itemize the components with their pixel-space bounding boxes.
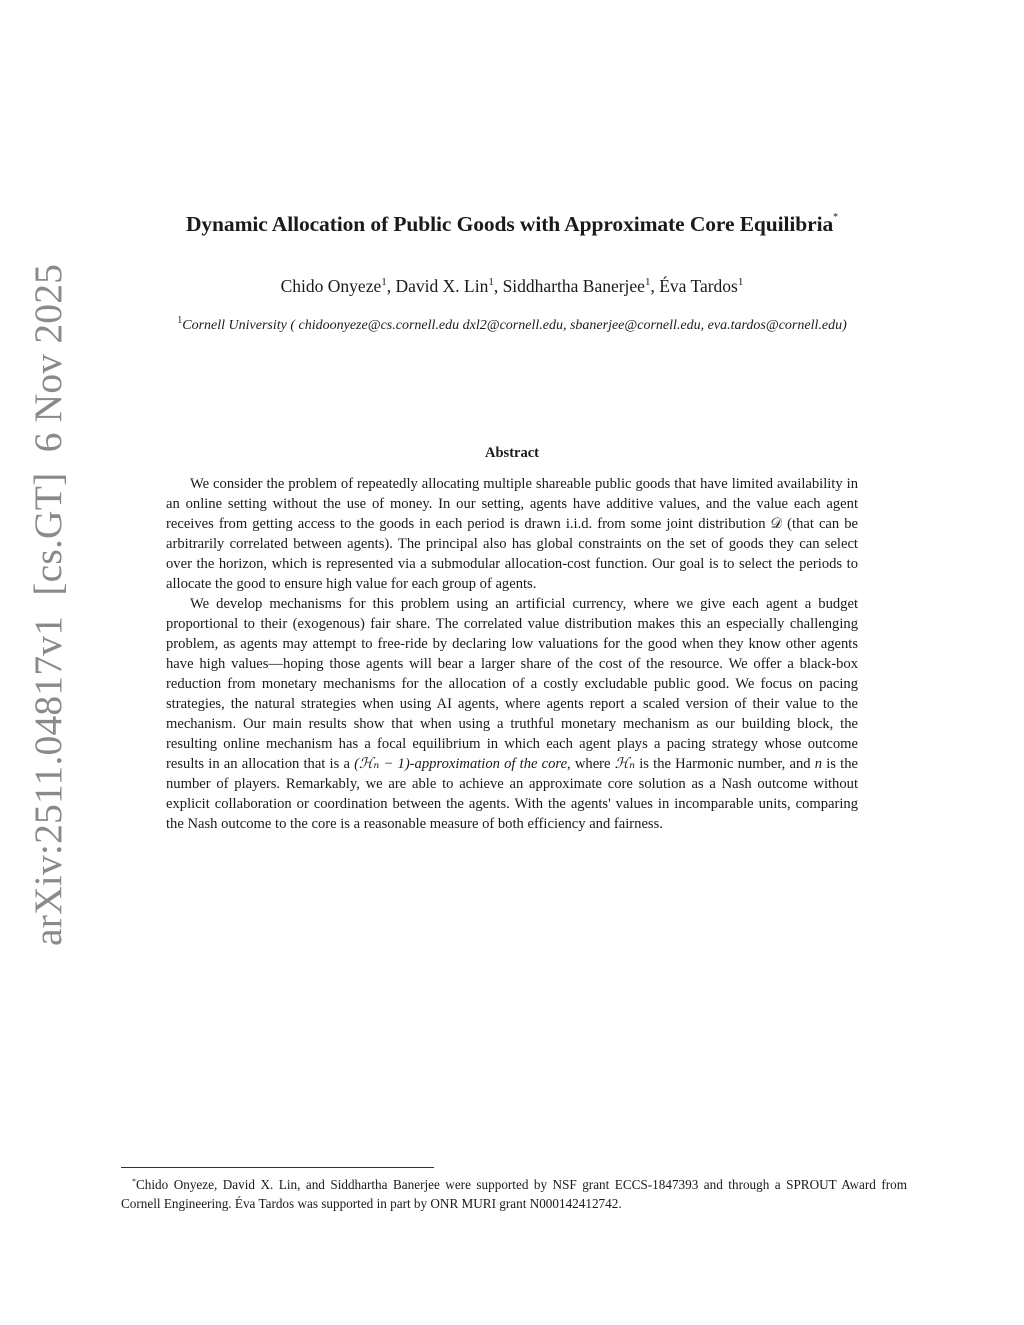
author-affiliation-mark: 1 <box>381 276 387 288</box>
arxiv-identifier: arXiv:2511.04817v1 [cs.GT] 6 Nov 2025 <box>26 263 70 946</box>
footnote-divider <box>121 1167 434 1168</box>
author-name: Siddhartha Banerjee <box>502 276 645 296</box>
footnote-paragraph <box>121 1172 907 1213</box>
author-list: Chido Onyeze$^1$, David X. Lin$^1$, Siddhartha Banerjee$^1$, Éva Tardos$^1$ <box>280 276 744 296</box>
math-expression: n <box>814 756 823 772</box>
title-footnote-mark: * <box>833 212 838 223</box>
author-name: Éva Tardos <box>659 276 738 296</box>
math-expression: (ℋₙ − 1)-approximation of the core <box>354 756 568 772</box>
affiliation-line <box>0 311 1024 336</box>
author-affiliation-mark: 1 <box>737 276 744 288</box>
author-name: David X. Lin <box>395 276 489 296</box>
abstract-heading: Abstract <box>485 445 539 461</box>
author-affiliation-mark: 1 <box>488 276 494 288</box>
author-name: Chido Onyeze <box>280 276 382 296</box>
author-affiliation-mark: 1 <box>644 276 651 288</box>
abstract-text: is the number of players. Remarkably, we are able to achieve an approximate core solution as a Nash outcome without explicit collaboration or coordination between the agents. With the agents' values in incomparable units, comparing the Nash outcome to the core is a reasonable measure of both efficiency and fairness. <box>166 756 858 832</box>
affiliation-mark: 1 <box>177 315 183 326</box>
abstract-text: is the Harmonic number, and <box>635 756 815 772</box>
footnote <box>121 1172 907 1213</box>
footnote-mark: * <box>132 1177 136 1186</box>
paper-title <box>0 203 1024 239</box>
abstract-paragraph-2 <box>166 594 858 834</box>
affiliation-text: Cornell University ( chidoonyeze@cs.cornell.edu dxl2@cornell.edu, sbanerjee@cornell.edu, eva.tardos@cornell.edu) <box>182 318 847 333</box>
abstract-paragraph-1: We consider the problem of repeatedly allocating multiple shareable public goods that have limited availability in an online setting without the use of money. In our setting, agents have additive values, and the value each agent receives from getting access to the goods in each period is drawn i.i.d. from some joint distribution 𝒟 (that can be arbitrarily correlated between agents). The principal also has global constraints on the set of goods they can select over the horizon, which is represented via a submodular allocation-cost function. Our goal is to select the periods to allocate the good to ensure high value for each group of agents. <box>166 476 858 592</box>
footnote-text: Chido Onyeze, David X. Lin, and Siddhartha Banerjee were supported by NSF grant ECCS-1847393 and through a SPROUT Award from Cornell Engineering. Éva Tardos was supported in part by ONR MURI grant N000142412742. <box>121 1177 907 1211</box>
math-expression: ℋₙ <box>614 756 636 772</box>
paper-title-text: Dynamic Allocation of Public Goods with Approximate Core Equilibria <box>185 212 834 236</box>
abstract-body <box>166 474 858 834</box>
abstract-text: We develop mechanisms for this problem using an artificial currency, where we give each agent a budget proportional to their (exogenous) fair share. The correlated value distribution makes this an especially challenging problem, as agents may attempt to free-ride by declaring low valuations for the good when they know other agents have high values—hoping those agents will bear a larger share of the cost of the resource. We offer a black-box reduction from monetary mechanisms for the allocation of a costly excludable public good. We focus on pacing strategies, the natural strategies when using AI agents, where agents report a scaled version of their value to the mechanism. Our main results show that when using a truthful monetary mechanism as our building block, the resulting online mechanism has a focal equilibrium in which each agent plays a pacing strategy whose outcome results in an allocation that is a <box>166 596 858 772</box>
abstract-text: , where <box>567 756 615 772</box>
